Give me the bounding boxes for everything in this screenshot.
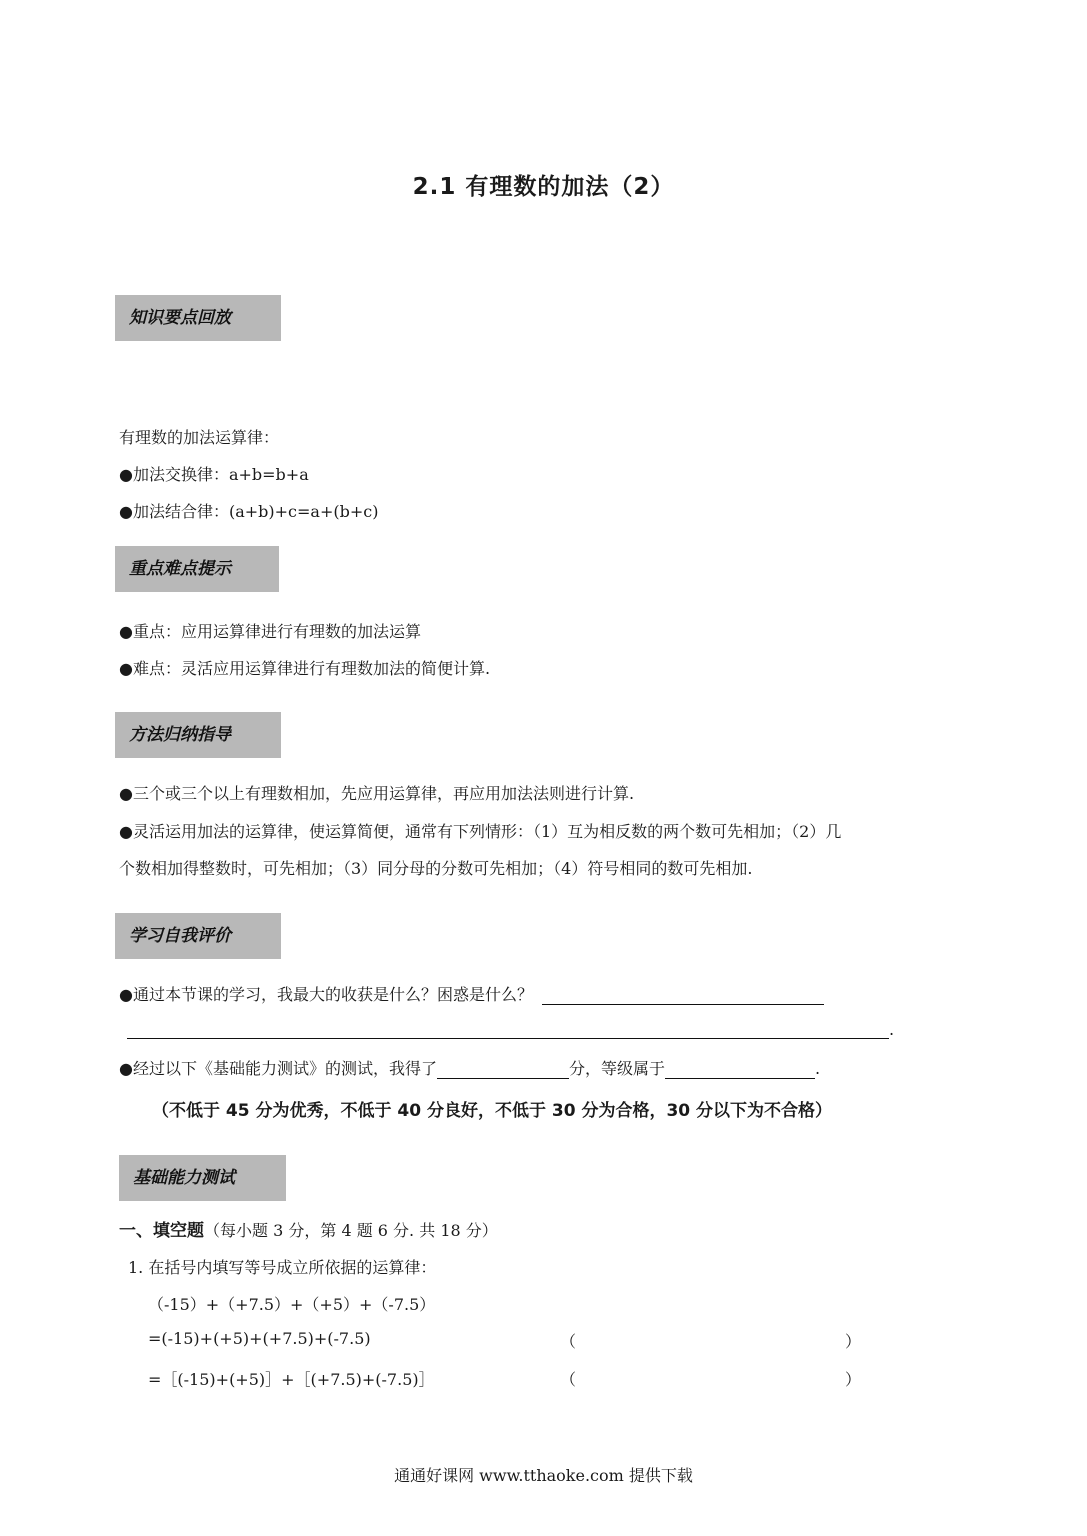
answer-paren-open-2: （ [560, 1370, 577, 1389]
rule-associative: ●加法结合律：(a+b)+c=a+(b+c) [119, 502, 379, 521]
page-title: 2.1 有理数的加法（2） [412, 174, 675, 200]
self-eval-question-2-text: ●经过以下《基础能力测试》的测试，我得了 [119, 1059, 437, 1078]
grading-criteria: （不低于 45 分为优秀，不低于 40 分良好，不低于 30 分为合格，30 分以下为不合格） [152, 1101, 833, 1121]
expression-line-2: =［(-15)+(+5)］+［(+7.5)+(-7.5)］ [148, 1370, 435, 1389]
expression-line-0: （-15）+（+7.5）+（+5）+（-7.5） [148, 1295, 436, 1314]
question-1-stem: 1. 在括号内填写等号成立所依据的运算律： [128, 1258, 437, 1277]
method-point-2: ●灵活运用加法的运算律，使运算简便，通常有下列情形：（1）互为相反数的两个数可先相加；（2）几 [119, 822, 842, 841]
self-eval-question-1-line2 [127, 1020, 894, 1039]
method-point-1: ●三个或三个以上有理数相加，先应用运算律，再应用加法法则进行计算. [119, 784, 635, 803]
line-end-period-2: . [814, 1059, 821, 1078]
answer-blank-confusion[interactable] [127, 1020, 889, 1039]
answer-paren-close-1: ） [845, 1332, 862, 1351]
rule-commutative: ●加法交换律：a+b=b+a [119, 465, 309, 484]
expression-line-1: =(-15)+(+5)+(+7.5)+(-7.5) [148, 1329, 371, 1348]
self-eval-grade-text: 分，等级属于 [568, 1059, 665, 1078]
grade-blank[interactable] [665, 1060, 815, 1079]
score-blank[interactable] [437, 1060, 569, 1079]
answer-paren-close-2: ） [845, 1370, 862, 1389]
section-header-test: 基础能力测试 [119, 1155, 286, 1201]
part1-note: （每小题 3 分，第 4 题 6 分. 共 18 分） [204, 1221, 498, 1240]
part1-title: 一、填空题 [119, 1221, 204, 1241]
review-intro: 有理数的加法运算律： [119, 428, 280, 447]
tip-difficult-point: ●难点：灵活应用运算律进行有理数加法的简便计算. [119, 659, 491, 678]
part1-heading [119, 1216, 498, 1241]
self-eval-question-2 [119, 1056, 820, 1079]
self-eval-question-1-text: ●通过本节课的学习，我最大的收获是什么？困惑是什么？ [119, 985, 533, 1004]
answer-blank-gains[interactable] [542, 986, 824, 1005]
section-header-tips: 重点难点提示 [115, 546, 279, 592]
section-header-method: 方法归纳指导 [115, 712, 281, 758]
section-header-self-eval: 学习自我评价 [115, 913, 281, 959]
method-point-2-cont: 个数相加得整数时，可先相加；（3）同分母的分数可先相加；（4）符号相同的数可先相加. [119, 859, 753, 878]
page-footer: 通通好课网 www.tthaoke.com 提供下载 [394, 1466, 693, 1485]
answer-paren-open-1: （ [560, 1332, 577, 1351]
tip-key-point: ●重点：应用运算律进行有理数的加法运算 [119, 622, 421, 641]
line-end-period: . [889, 1020, 895, 1039]
self-eval-question-1 [119, 982, 824, 1005]
section-header-review: 知识要点回放 [115, 295, 281, 341]
